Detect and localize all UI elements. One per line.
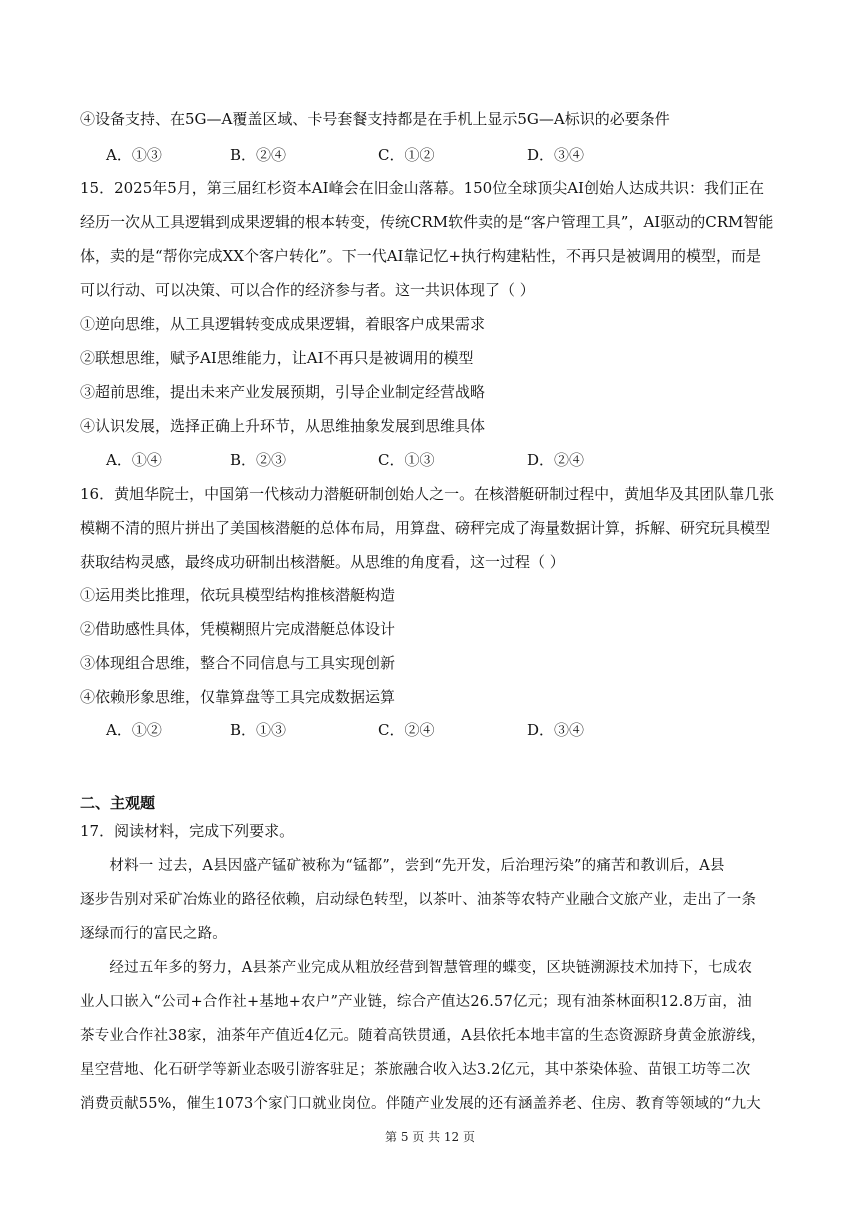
material-line-8: 消费贡献55%，催生1073个家门口就业岗位。伴随产业发展的还有涵盖养老、住房、教育等领域的“九大: [80, 1096, 761, 1112]
q15-stem-line-1: 15．2025年5月，第三届红杉资本AI峰会在旧金山落幕。150位全球顶尖AI创始人达成共识：我们正在: [80, 179, 764, 197]
q14-statement-4: ④设备支持、在5G—A覆盖区域、卡号套餐支持都是在手机上显示5G—A标识的必要条件: [80, 110, 670, 128]
q16-statement-4: ④依赖形象思维，仅靠算盘等工具完成数据运算: [80, 688, 396, 706]
material-line-4: 经过五年多的努力，A县茶产业完成从粗放经营到智慧管理的蝶变，区块链溯源技术加持下，七成农: [80, 960, 753, 976]
page-footer: 第 5 页 共 12 页: [385, 1130, 475, 1144]
q16-option-d[interactable]: D．③④: [527, 721, 585, 739]
q15-stem-line-4: 可以行动、可以决策、可以合作的经济参与者。这一共识体现了（ ）: [80, 281, 535, 299]
material-line-7: 星空营地、化石研学等新业态吸引游客驻足；茶旅融合收入达3.2亿元，其中茶染体验、苗银工坊等二次: [80, 1062, 751, 1078]
q14-option-b[interactable]: B．②④: [230, 146, 287, 164]
material-line-1: 材料一 过去，A县因盛产锰矿被称为“锰都”，尝到“先开发，后治理污染”的痛苦和教训后，A县: [80, 858, 725, 874]
q16-statement-3: ③体现组合思维，整合不同信息与工具实现创新: [80, 654, 396, 672]
q15-option-c[interactable]: C．①③: [378, 451, 435, 469]
q16-stem-line-2: 模糊不清的照片拼出了美国核潜艇的总体布局，用算盘、磅秤完成了海量数据计算，拆解、研究玩具模型: [80, 519, 771, 537]
q15-option-d[interactable]: D．②④: [527, 451, 585, 469]
q16-stem-line-3: 获取结构灵感，最终成功研制出核潜艇。从思维的角度看，这一过程（ ）: [80, 553, 565, 571]
material-line-3: 逐绿而行的富民之路。: [80, 926, 227, 942]
material-line-6: 茶专业合作社38家，油茶年产值近4亿元。随着高铁贯通，A县依托本地丰富的生态资源跻身黄金旅游线，: [80, 1028, 766, 1044]
q14-option-a[interactable]: A．①③: [106, 146, 162, 164]
q17-stem: 17．阅读材料，完成下列要求。: [80, 822, 295, 840]
material-line-5: 业人口嵌入“公司+合作社+基地+农户”产业链，综合产值达26.57亿元；现有油茶林面积12.8万亩，油: [80, 994, 752, 1010]
q14-option-d[interactable]: D．③④: [527, 146, 585, 164]
q16-option-c[interactable]: C．②④: [378, 721, 435, 739]
q15-statement-3: ③超前思维，提出未来产业发展预期，引导企业制定经营战略: [80, 383, 486, 401]
q16-option-a[interactable]: A．①②: [106, 721, 162, 739]
material-line-2: 逐步告别对采矿冶炼业的路径依赖，启动绿色转型，以茶叶、油茶等农特产业融合文旅产业，走出了一条: [80, 892, 757, 908]
q15-statement-1: ①逆向思维，从工具逻辑转变成成果逻辑，着眼客户成果需求: [80, 315, 486, 333]
q14-option-c[interactable]: C．①②: [378, 146, 435, 164]
q16-statement-1: ①运用类比推理，依玩具模型结构推核潜艇构造: [80, 586, 396, 604]
q16-stem-line-1: 16．黄旭华院士，中国第一代核动力潜艇研制创始人之一。在核潜艇研制过程中，黄旭华及其团队靠几张: [80, 485, 775, 503]
q15-stem-line-3: 体，卖的是“帮你完成XX个客户转化”。下一代AI靠记忆+执行构建粘性，不再只是被调用的模型，而是: [80, 247, 762, 265]
q15-option-b[interactable]: B．②③: [230, 451, 287, 469]
q15-option-a[interactable]: A．①④: [106, 451, 162, 469]
section-title: 二、主观题: [80, 794, 156, 812]
q15-statement-2: ②联想思维，赋予AI思维能力，让AI不再只是被调用的模型: [80, 349, 474, 367]
q16-option-b[interactable]: B．①③: [230, 721, 287, 739]
q15-statement-4: ④认识发展，选择正确上升环节，从思维抽象发展到思维具体: [80, 417, 486, 435]
q16-statement-2: ②借助感性具体，凭模糊照片完成潜艇总体设计: [80, 620, 396, 638]
q15-stem-line-2: 经历一次从工具逻辑到成果逻辑的根本转变，传统CRM软件卖的是“客户管理工具”，AI驱动的CRM智能: [80, 213, 774, 231]
